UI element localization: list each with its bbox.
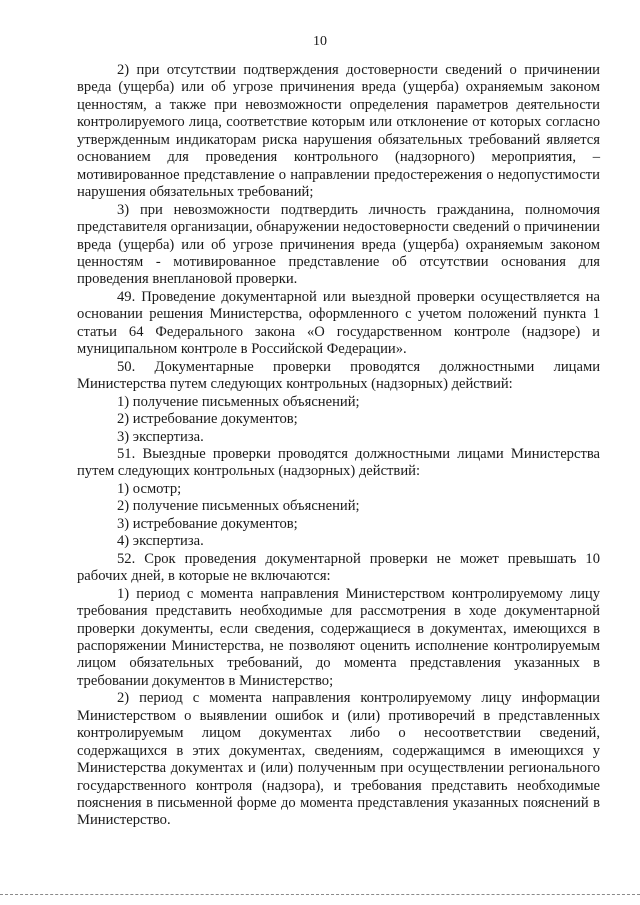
paragraph-3-identity-not-confirmed: 3) при невозможности подтвердить личность гражданина, полномочия представителя организации, обнаружении недостоверности сведений о причинении вреда (ущерба) или об угрозе причинения вреда (ущерба) охраняемым законом ценностям - мотивированное представление об отсутствии основания для проведения внеплановой проверки. xyxy=(77,201,600,288)
list-item-51-1: 1) осмотр; xyxy=(117,480,182,497)
paragraph-52: 52. Срок проведения документарной проверки не может превышать 10 рабочих дней, в которые не включаются: xyxy=(77,550,600,585)
paragraph-49: 49. Проведение документарной или выездной проверки осуществляется на основании решения Министерства, оформленного с учетом положений пункта 1 статьи 64 Федерального закона «О государственном контроле (надзоре) и муниципальном контроле в Российской Федерации». xyxy=(77,288,600,358)
list-item-52-2: 2) период с момента направления контролируемому лицу информации Министерством о выявлении ошибок и (или) противоречий в представленных контролируемым лицом документах либо о несоответствии сведений, содержащихся в этих документах, сведениям, содержащимся в имеющихся у Министерства документах и (или) полученным при осуществлении регионального государственного контроля (надзора), и требования представить необходимые пояснения в письменной форме до момента представления указанных пояснений в Министерство. xyxy=(77,690,600,829)
list-item-51-2: 2) получение письменных объяснений; xyxy=(117,498,360,515)
list-item-52-1: 1) период с момента направления Министерством контролируемому лицу требования представить необходимые для рассмотрения в ходе документарной проверки документы, если сведения, содержащиеся в документах, имеющихся в распоряжении Министерства, не позволяют оценить исполнение контролируемым лицом обязательных требований, до момента представления указанных в требовании документов в Министерство; xyxy=(77,585,600,689)
page-number: 10 xyxy=(313,34,327,49)
paragraph-50: 50. Документарные проверки проводятся должностными лицами Министерства путем следующих контрольных (надзорных) действий: xyxy=(77,358,600,393)
list-item-50-2: 2) истребование документов; xyxy=(117,411,298,428)
list-item-51-4: 4) экспертиза. xyxy=(117,533,204,550)
page-bottom-divider xyxy=(0,894,640,895)
list-item-51-3: 3) истребование документов; xyxy=(117,515,298,532)
list-item-50-1: 1) получение письменных объяснений; xyxy=(117,393,360,410)
paragraph-2-no-confirmation: 2) при отсутствии подтверждения достоверности сведений о причинении вреда (ущерба) или об угрозе причинения вреда (ущерба) охраняемым законом ценностям, а также при невозможности определения параметров деятельности контролируемого лица, соответствие которым или отклонение от которых согласно утвержденным индикаторам риска нарушения обязательных требований является основанием для проведения контрольного (надзорного) мероприятия, – мотивированное представление о направлении предостережения о недопустимости нарушения обязательных требований; xyxy=(77,62,600,201)
document-body xyxy=(77,62,600,830)
list-item-50-3: 3) экспертиза. xyxy=(117,428,204,445)
paragraph-51: 51. Выездные проверки проводятся должностными лицами Министерства путем следующих контрольных (надзорных) действий: xyxy=(77,445,600,480)
